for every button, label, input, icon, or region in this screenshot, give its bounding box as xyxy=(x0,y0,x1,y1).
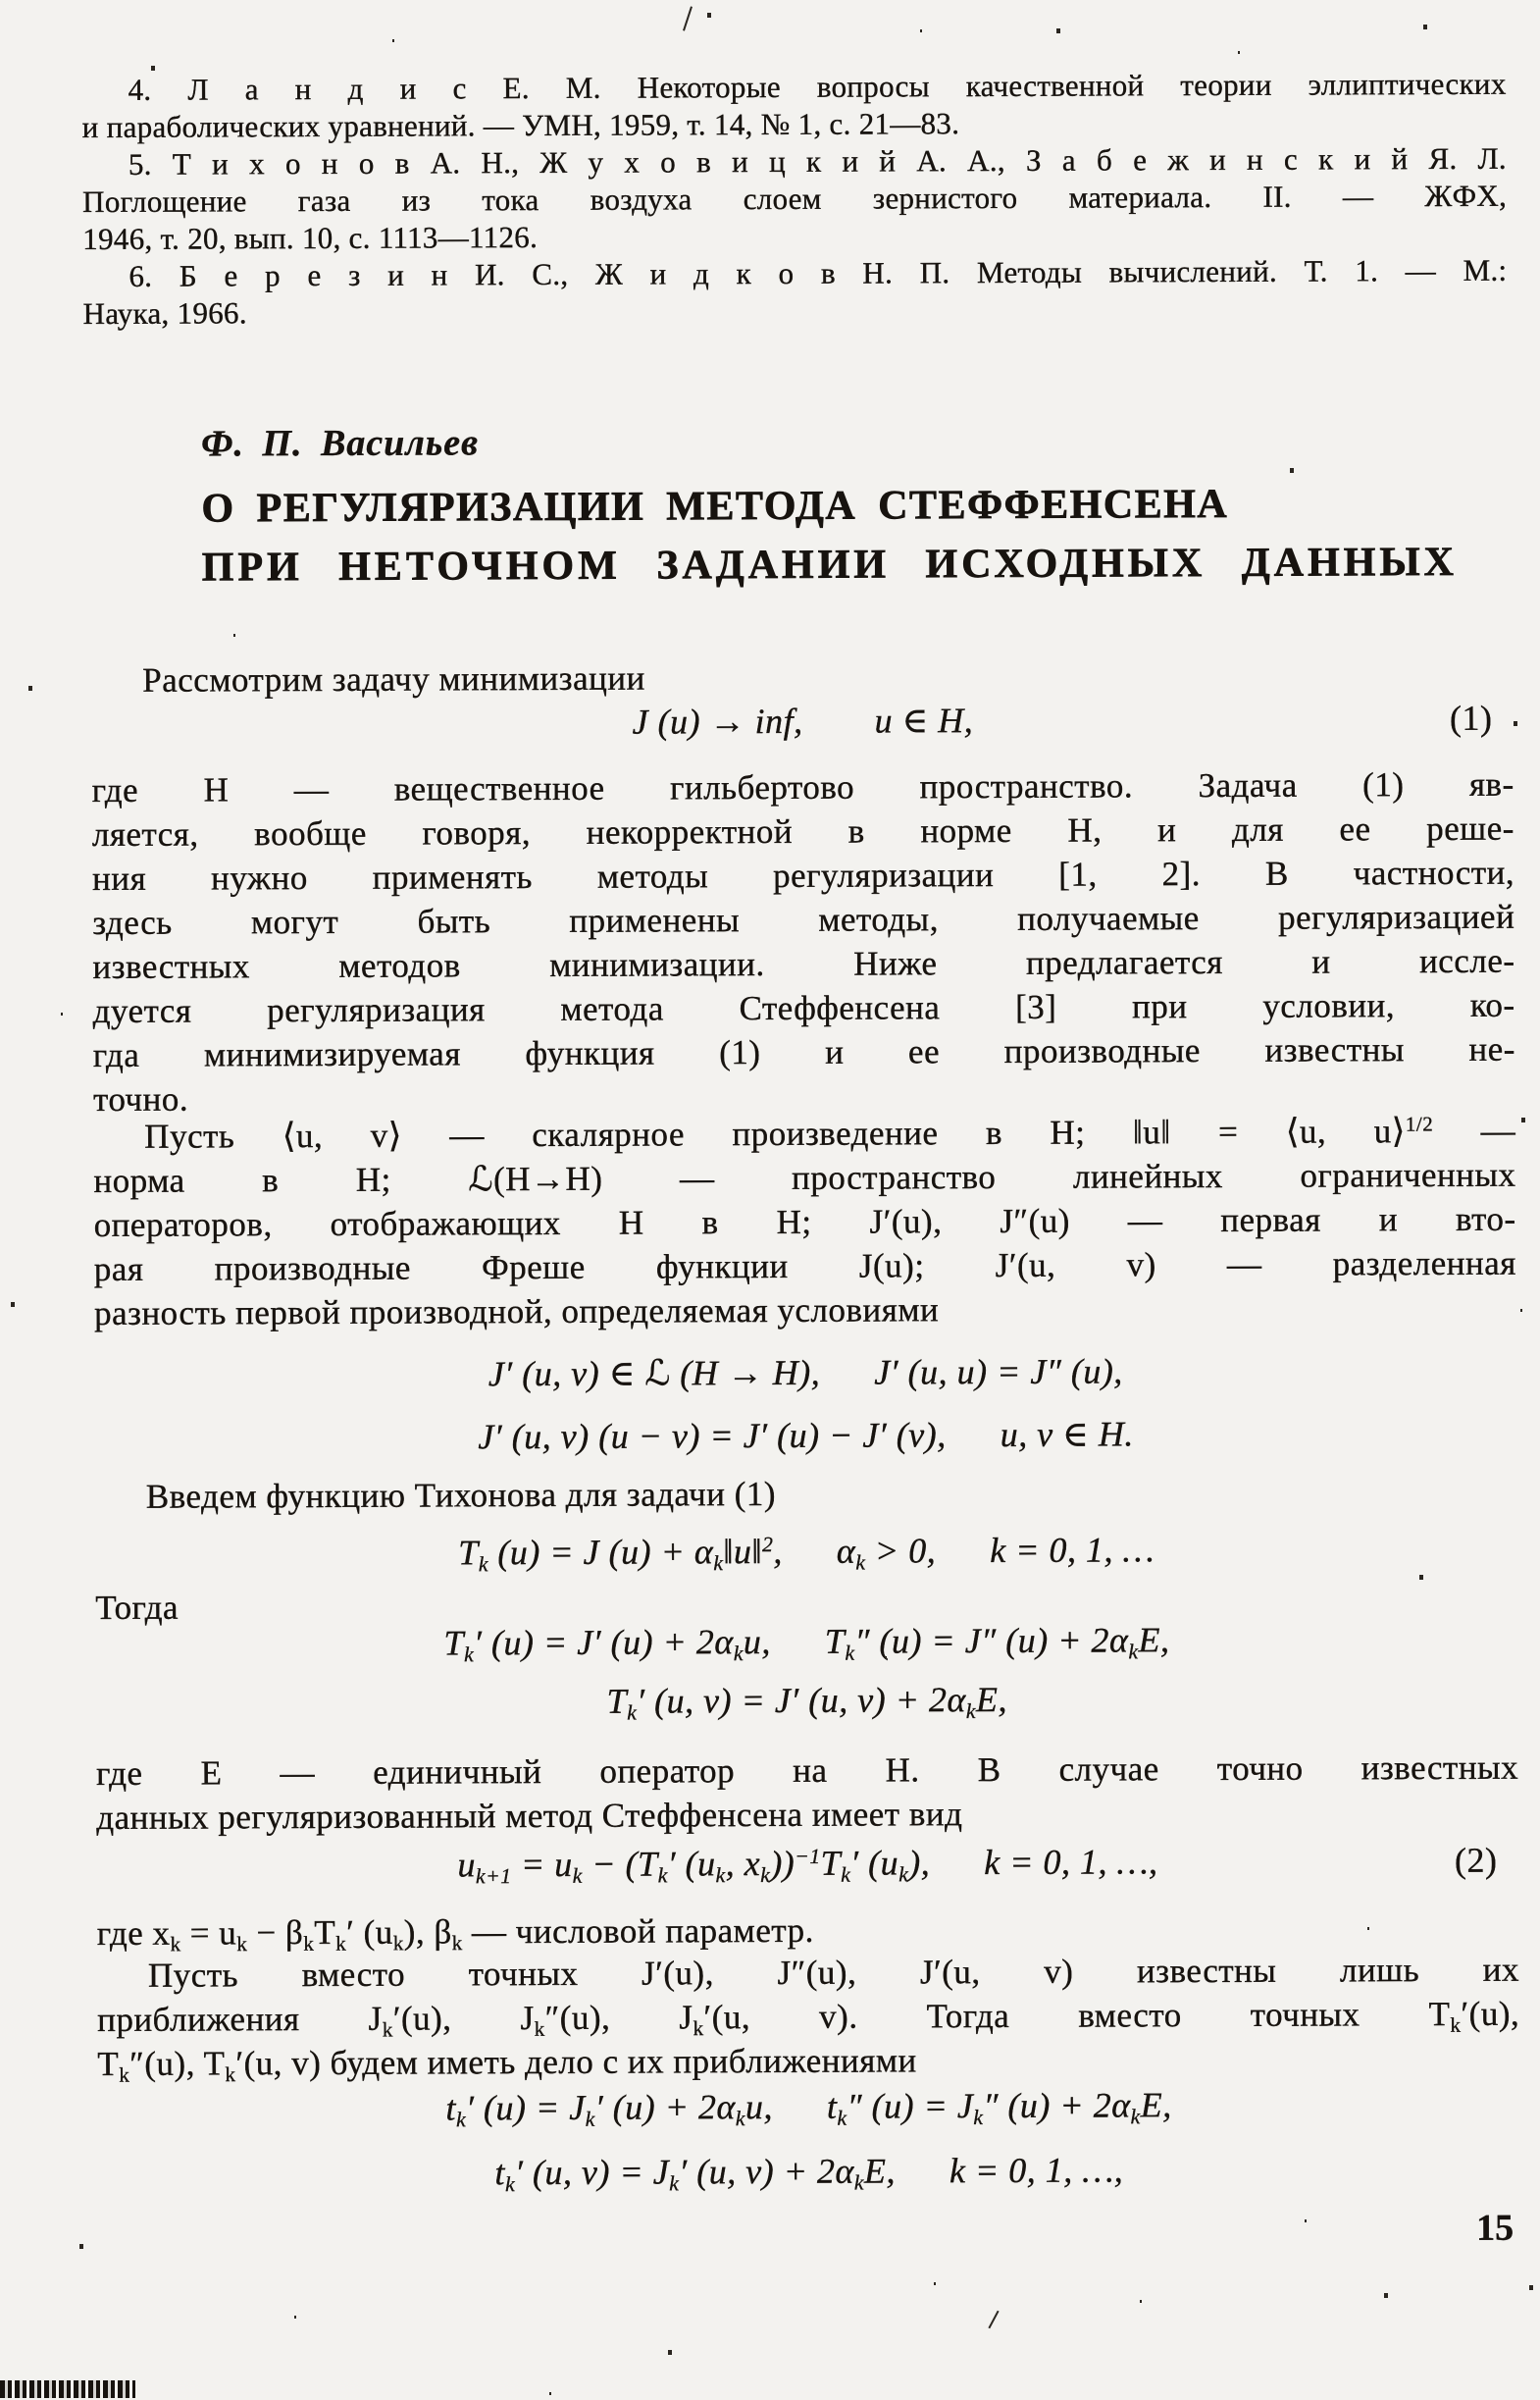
reference-line: 1946, т. 20, вып. 10, с. 1113—1126. xyxy=(82,220,539,257)
page-number: 15 xyxy=(1476,2207,1514,2249)
body-line: операторов, отображающих H в H; J′(u), J″(u) — первая и вто- xyxy=(93,1199,1516,1245)
reference-line: Наука, 1966. xyxy=(82,295,247,332)
equation-math: J′ (u, v) (u − v) = J′ (u) − J′ (v), u, v ∈ H. xyxy=(478,1414,1134,1457)
body-line: норма в H; ℒ(H→H) — пространство линейных ограниченных xyxy=(93,1155,1516,1201)
body-line: Пусть вместо точных J′(u), J″(u), J′(u, v) известны лишь их xyxy=(147,1950,1520,1995)
equation-math: J′ (u, v) ∈ ℒ (H → H), J′ (u, u) = J″ (u), xyxy=(488,1351,1123,1394)
paragraph-vvedem xyxy=(95,1469,1517,1519)
body-line: здесь могут быть применены методы, получаемые регуляризацией xyxy=(92,897,1515,943)
body-line: дуется регуляризация метода Стеффенсена [3] при условии, ко- xyxy=(92,985,1515,1031)
equation-math: $T_k'$ (u) = J′ $(u) + 2\alpha_ku$, $T_k''$ (u) = J″ $(u) + 2\alpha_kE$, xyxy=(443,1620,1170,1667)
body-line: $T_k''(u)$, $T_k'(u$, v) будем иметь дело с их приближениями xyxy=(97,2041,917,2087)
article-title-line1: О РЕГУЛЯРИЗАЦИИ МЕТОДА СТЕФФЕНСЕНА xyxy=(201,481,1229,532)
equation-1 xyxy=(91,698,1514,745)
body-line: гда минимизируемая функция (1) и ее производные известны не- xyxy=(92,1029,1515,1075)
body-line: где E — единичный оператор на H. В случае точно известных xyxy=(95,1748,1519,1794)
equation-conditions-1 xyxy=(94,1349,1516,1396)
body-line: данных регуляризованный метод Стеффенсена имеет вид xyxy=(96,1795,963,1838)
article-title-line2: ПРИ НЕТОЧНОМ ЗАДАНИИ ИСХОДНЫХ ДАННЫХ xyxy=(201,539,1459,591)
lead-paragraph xyxy=(91,652,1514,703)
reference-line: Поглощение газа из тока воздуха слоем зернистого материала. II. — ЖФХ, xyxy=(82,178,1508,220)
body-line: Рассмотрим задачу минимизации xyxy=(142,658,645,700)
scan-noise xyxy=(0,2380,135,2398)
equation-label: (2) xyxy=(1454,1840,1498,1880)
article-author: Ф. П. Васильев xyxy=(201,422,480,465)
body-line: разность первой производной, определяемая условиями xyxy=(93,1290,940,1333)
equation-tk-derivatives xyxy=(95,1618,1517,1665)
body-line: Введем функцию Тихонова для задачи (1) xyxy=(145,1474,777,1516)
body-line: Пусть ⟨u, v⟩ — скалярное произведение в H; ‖u‖ = ⟨u, u⟩$^{1/2}$ — xyxy=(144,1111,1516,1156)
paragraph-approximations xyxy=(97,1948,1520,2086)
equation-tikhonov xyxy=(95,1528,1517,1575)
equation-approx-1 xyxy=(97,2083,1519,2130)
equation-conditions-2 xyxy=(94,1412,1516,1459)
equation-math: $T_k$ (u) = J $(u) + \alpha_k‖u‖^2$, $\alpha_k > 0$, k = 0, 1, … xyxy=(458,1530,1155,1577)
reference-line: 6. Б е р е з и н И. С., Ж и д к о в Н. П. Методы вычислений. Т. 1. — М.: xyxy=(128,252,1508,293)
body-line: ния нужно применять методы регуляризации [1, 2]. В частности, xyxy=(92,853,1515,899)
body-line: Тогда xyxy=(95,1588,180,1628)
body-line: где H — вещественное гильбертово пространство. Задача (1) яв- xyxy=(91,764,1514,810)
equation-label: (1) xyxy=(1449,698,1493,738)
body-line: рая производные Фреше функции J(u); J′(u, v) — разделенная xyxy=(93,1243,1516,1289)
reference-line: и параболических уравнений. — УМН, 1959, т. 14, № 1, с. 21—83. xyxy=(81,106,960,145)
references-block xyxy=(82,66,1508,333)
equation-tk-divided xyxy=(96,1677,1518,1724)
equation-math: $T_k'$ (u, v) = J′ (u, $v) + 2\alpha_kE$, xyxy=(606,1679,1008,1725)
equation-math: $u_{k+1} = u_k - (T_k'$ ($u_k$, $x_k))^{-1}T_k'$ $(u_k)$, k = 0, 1, …, xyxy=(457,1842,1158,1889)
equation-math: $t_k'$ $(u) = J_k'$ $(u) + 2\alpha_ku$, $t_k''$ $(u) = J_k''$ $(u) + 2\alpha_kE$, xyxy=(445,2085,1172,2132)
paragraph-intro xyxy=(92,762,1516,1122)
reference-line: 5. Т и х о н о в А. Н., Ж у х о в и ц к и й А. А., З а б е ж и н с к и й Я. Л. xyxy=(128,140,1507,182)
reference-line: 4. Л а н д и с Е. М. Некоторые вопросы качественной теории эллиптических xyxy=(128,66,1507,107)
scan-noise xyxy=(0,0,2,3)
paragraph-notation xyxy=(93,1109,1516,1335)
body-line: приближения $J_k'(u)$, $J_k''(u)$, $J_k'(u$, v). Тогда вместо точных $T_k'(u)$, xyxy=(97,1994,1520,2042)
paragraph-operator-e xyxy=(96,1746,1518,1840)
body-line: где $x_k = u_k - \beta_kT_k'$ $(u_k)$, $\beta_k$ — числовой параметр. xyxy=(96,1910,814,1957)
equation-2 xyxy=(96,1840,1518,1887)
equation-math: J (u) → inf, u ∈ H, xyxy=(632,701,974,742)
equation-math: $t_k'$ (u, $v) = J_k'$ (u, $v) + 2\alpha_kE$, k = 0, 1, …, xyxy=(494,2150,1124,2197)
body-line: известных методов минимизации. Ниже предлагается и иссле- xyxy=(92,941,1515,987)
equation-approx-2 xyxy=(98,2148,1520,2195)
body-line: точно. xyxy=(92,1079,189,1120)
body-line: ляется, вообще говоря, некорректной в норме H, и для ее реше- xyxy=(91,809,1514,855)
